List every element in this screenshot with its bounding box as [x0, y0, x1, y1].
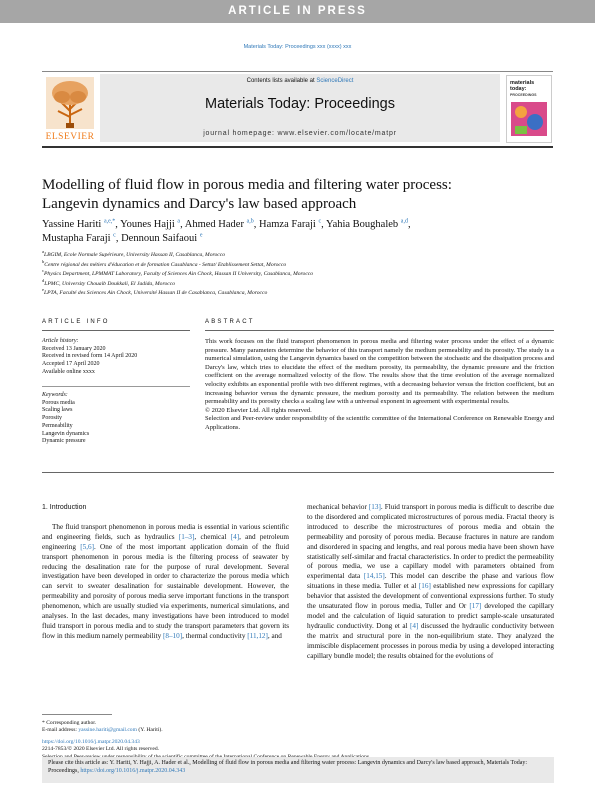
affiliation-text: LPTA, Faculté des Sciences Ain Chock, Université Hassan II de Casablanca, Casablanca, Morocco [44, 290, 268, 297]
text-run: , and [267, 631, 282, 640]
contents-prefix: Contents lists available at [246, 78, 317, 84]
keyword-item: Porous media [42, 399, 75, 406]
header-bottom-rule [42, 146, 553, 148]
author-separator: , [321, 219, 327, 230]
keyword-item: Dynamic pressure [42, 438, 86, 445]
citation-link[interactable]: [14,15] [363, 572, 385, 581]
abstract-rule [205, 330, 554, 331]
journal-header [42, 71, 553, 148]
doi-link[interactable]: https://doi.org/10.1016/j.matpr.2020.04.343 [42, 738, 140, 745]
author-name: Younes Hajji [120, 219, 175, 230]
author-line-1 [42, 218, 512, 232]
citation-link[interactable]: [13] [368, 503, 381, 511]
author-separator: , [180, 219, 185, 230]
journal-title-panel [100, 74, 500, 142]
affiliation-list [42, 251, 552, 299]
author-name: Yahia Boughaleb [326, 219, 399, 230]
body-column-left [42, 503, 289, 642]
author-separator: , [115, 233, 122, 244]
abstract-copyright: © 2020 Elsevier Ltd. All rights reserved. [205, 406, 312, 414]
keyword-item: Scaling laws [42, 407, 73, 414]
abstract-text: This work focuses on the fluid transport phenomenon in porous media and filtering water process under the effect of a dynamic pressure. Many parameters determine the behavior of this transport namely the medium permeability and its porosity. The study is a numerical simulation, using the Langevin dynamics based on the competition between the stochastic and the dissipation process and Darcy's law, which tries to elucidate the effect of the medium porosity, its permeability, the dynamic pressure and the friction coefficient on the average normalized velocity of the flow. The results show that the time evolution of the average normalized velocity exhibits an exponential profile with two different regimes, with a decreasing behavior versus the friction coefficient, but an increasing behavior versus the dynamic pressure, the medium porosity and its permeability. The relation between the medium permeability and its porosity checks a scaling law with a universal exponent in agreement with experimental results. [205, 338, 554, 406]
sciencedirect-link[interactable]: ScienceDirect [316, 78, 354, 84]
citation-link[interactable]: [4] [410, 621, 419, 630]
citation-link[interactable]: [5,6] [80, 542, 94, 551]
keyword-item: Permeability [42, 422, 73, 429]
affiliation-mark: c [42, 268, 44, 274]
body-column-right [307, 503, 554, 662]
history-label: Article history: [42, 338, 79, 344]
citation-link[interactable]: [1–3] [178, 532, 195, 541]
cover-title-line1: materials [510, 80, 535, 86]
text-run: , chemical [194, 532, 231, 541]
author-affiliation-mark[interactable]: c [318, 218, 322, 225]
intro-paragraph-continued [307, 503, 554, 662]
keywords-block [42, 392, 152, 446]
affiliation-item [42, 251, 552, 261]
affiliation-item [42, 277, 552, 290]
history-item: Available online xxxx [42, 368, 95, 375]
author-line-2 [42, 232, 512, 246]
text-run: . One of the most important application domain of the fluid transport phenomenon in porous media is the filtering process of seawater by reducing the desalination rate for the purpose of rural development. Several investigation have been developed in order to characterize the porous media which can servit to sweater desalination for sustainable development. However, the permeability and porosity of porous media serve important functions in the transport phenomenon, which are usually studied via experiments, numerical simulations, and analyses. In the last decades, many investigations have been introduced to model fluid transport in porous media and to study the transport parameters that govern its flow in this medium namely permeability [42, 542, 289, 640]
author-affiliation-mark[interactable]: a [177, 218, 181, 225]
elsevier-wordmark: ELSEVIER [45, 132, 95, 142]
article-info-rule [42, 330, 190, 331]
text-run: . Fluid transport in porous media is difficult to describe due to the disordered and complicated microstructures of porous media. Fractal theory is introduced to describe the microstructures of porous media and obtain the permeability and porosity of porous media. Because fractures in nature are random and disordered in spacing and lengths, and real porous media have been shown have statistically self-similar and fractal characteristics. In order to predict the permeability of porous media, we use a capillary model with parameters obtained from experimental data [307, 503, 554, 581]
affiliation-text: Centre régional des métiers d'éducation et de formation Casablanca - Settat/ Etablissement Settat, Morocco [44, 261, 287, 268]
cite-doi-link[interactable]: https://doi.org/10.1016/j.matpr.2020.04.343 [80, 768, 186, 774]
author-name: Ahmed Hader [184, 219, 244, 230]
history-item: Received 13 January 2020 [42, 345, 106, 352]
cover-title-line2: today: [510, 86, 527, 92]
header-top-rule [42, 71, 553, 72]
affiliation-text: Physics Department, LPMMAT Laboratory, Faculty of Sciences Ain Chock, Hassan II University, Casablanca, Morocco [44, 271, 314, 278]
journal-citation-line[interactable]: Materials Today: Proceedings xxx (xxxx) xxx [243, 44, 352, 50]
section-heading-introduction: 1. Introduction [42, 504, 87, 511]
abstract-body [205, 338, 554, 433]
article-title-line1: Modelling of fluid flow in porous media and filtering water process: [42, 177, 452, 193]
text-run: The fluid transport phenomenon in porous media is essential in various scientific and engineering fields, such as hydraulics [42, 522, 289, 541]
article-info-heading: ARTICLE INFO [42, 319, 110, 325]
author-name: Dennoun Saifaoui [121, 233, 198, 244]
contents-line [100, 78, 500, 84]
footnote-rule [42, 714, 112, 715]
affiliation-mark: b [42, 258, 45, 264]
author-separator: , [253, 219, 259, 230]
abstract-heading: ABSTRACT [205, 319, 255, 325]
footnotes [42, 720, 552, 761]
author-list [42, 218, 512, 246]
intro-paragraph [42, 523, 289, 642]
author-name: Yassine Hariti [42, 219, 102, 230]
cite-this-article-box [42, 757, 554, 783]
author-affiliation-mark[interactable]: a,d [400, 218, 408, 225]
cite-text: Please cite this article as: Y. Hariti, Y. Hajji, A. Hader et al., Modelling of fluid flow in porous media and filtering water process: Langevin dynamics and Darcy's law based approach, Materials Today: Proceedings, [48, 760, 528, 774]
cover-artwork-icon [507, 100, 551, 142]
abstract-end-rule [42, 472, 554, 473]
corresponding-author-note: * Corresponding author. [42, 720, 97, 726]
citation-link[interactable]: [16] [418, 582, 431, 591]
email-suffix: (Y. Hariti). [136, 727, 163, 734]
affiliation-item [42, 270, 552, 280]
affiliation-mark: e [42, 287, 44, 293]
author-affiliation-mark[interactable]: c [113, 232, 116, 239]
author-name: Hamza Faraji [259, 219, 316, 230]
text-run: established new expressions for capillary behavior that assisted the development of conventional expressions further. To study the unsaturated flow in porous media, Tuller and Or [307, 582, 554, 611]
email-note [42, 727, 552, 734]
article-in-press-banner: ARTICLE IN PRESS [0, 0, 595, 23]
issn-line: 2214-7853/© 2020 Elsevier Ltd. All rights reserved. [42, 746, 160, 753]
text-run: discussed the hydraulic conductivity between the matrix and structural pore in the non-equilibrium state. They analyzed the immiscible displacement processes in porous media by using a developed interacting capillary bundle model; the results obtained for the evolutions of [307, 621, 554, 660]
affiliation-mark: d [42, 277, 45, 283]
article-title-line2: Langevin dynamics and Darcy's law based approach [42, 196, 357, 212]
author-affiliation-mark[interactable]: e [199, 232, 203, 239]
article-title [42, 176, 512, 214]
history-item: Accepted 17 April 2020 [42, 361, 100, 368]
citation-link[interactable]: [8–10] [162, 631, 183, 640]
author-separator: , [115, 219, 121, 230]
cover-title-line3: PROCEEDINGS [510, 93, 537, 97]
affiliation-text: LBGIM, Ecole Normale Supérieure, University Hassan II, Casablanca, Morocco [44, 252, 226, 258]
journal-homepage[interactable]: journal homepage: www.elsevier.com/locate/matpr [203, 130, 397, 137]
text-run: , thermal conductivity [182, 631, 248, 640]
journal-cover-thumbnail [506, 75, 552, 143]
text-run: developed the capillary model and the calculation of liquid saturation to predict sample-scale unsaturated hydraulic conductivity. Dong et al [307, 602, 554, 630]
abstract-peer-review: Selection and Peer-review under responsibility of the scientific committee of the International Conference on Renewable Energy and Applications. [205, 415, 554, 431]
author-affiliation-mark[interactable]: a,b [246, 218, 254, 225]
text-run: . This model can describe the phase and various flow situations in these media. Tuller et al [307, 572, 554, 591]
citation-link[interactable]: [17] [469, 602, 482, 611]
journal-name: Materials Today: Proceedings [205, 96, 395, 112]
article-history [42, 338, 152, 377]
history-item: Received in revised form 14 April 2020 [42, 353, 138, 360]
elsevier-logo [42, 75, 98, 145]
keyword-item: Porosity [42, 415, 63, 422]
author-affiliation-mark[interactable]: a,e,* [103, 218, 116, 225]
text-run: , and petroleum engineering [42, 532, 289, 551]
author-separator: , [407, 219, 411, 230]
affiliation-item [42, 258, 552, 274]
citation-link[interactable]: [4] [230, 532, 240, 541]
keyword-item: Langevin dynamics [42, 430, 90, 437]
citation-link[interactable]: [11,12] [247, 631, 268, 640]
affiliation-item [42, 289, 552, 299]
text-run: mechanical behavior [307, 503, 369, 511]
cover-title [510, 80, 537, 98]
keywords-label: Keywords: [42, 392, 68, 398]
email-label: E-mail address: [42, 727, 79, 734]
history-keywords-divider [42, 386, 190, 387]
affiliation-text: LPMC, University Chouaib Doukkali, El Jadida, Morocco [44, 280, 176, 287]
email-link[interactable]: yassine.hariti@gmail.com [78, 727, 137, 734]
author-name: Mustapha Faraji [42, 233, 111, 244]
affiliation-mark: a [42, 249, 44, 255]
